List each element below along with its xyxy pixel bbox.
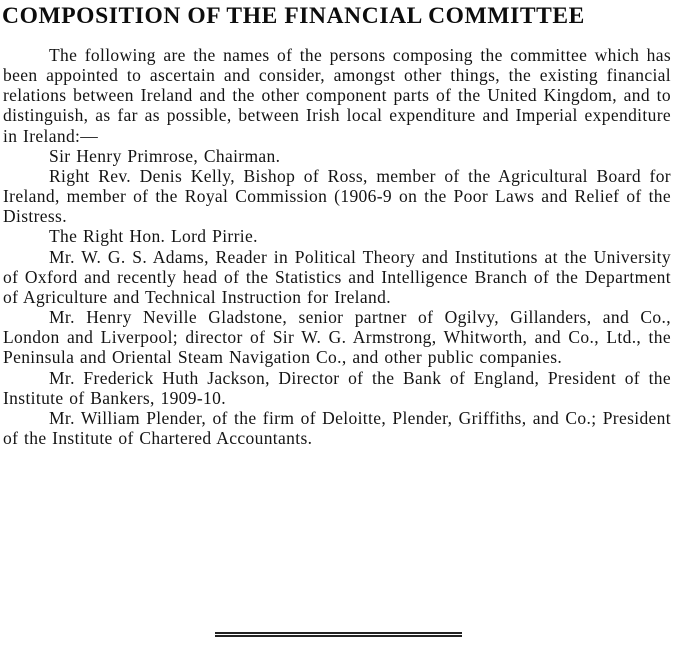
member-chairman: Sir Henry Primrose, Chairman. [49, 145, 281, 166]
closing-rule [215, 632, 462, 637]
article-body [3, 45, 671, 448]
member-pirrie: The Right Hon. Lord Pirrie. [49, 226, 258, 247]
member-plender: Mr. William Plender, of the firm of Deloitte, Plender, Griffiths, and Co.; President of the Institute of Chartered Accountants. [3, 407, 671, 448]
member-jackson: Mr. Frederick Huth Jackson, Director of the Bank of England, President of the Institute of Bankers, 1909-10. [3, 367, 671, 408]
member-kelly: Right Rev. Denis Kelly, Bishop of Ross, member of the Agricultural Board for Ireland, member of the Royal Commission (1906-9 on the Poor Laws and Relief of the Distress. [3, 165, 671, 227]
member-adams: Mr. W. G. S. Adams, Reader in Political Theory and Institutions at the University of Oxford and recently head of the Statistics and Intelligence Branch of the Department of Agriculture and Technical Instruction for Ireland. [3, 246, 671, 307]
intro-paragraph: The following are the names of the persons composing the committee which has been appointed to ascertain and consider, amongst other things, the existing financial relations between Ireland and the other component parts of the United Kingdom, and to distinguish, as far as possible, between Irish local expenditure and Imperial expenditure in Ireland:— [3, 45, 671, 146]
member-gladstone: Mr. Henry Neville Gladstone, senior partner of Ogilvy, Gillanders, and Co., London and Liverpool; director of Sir W. G. Armstrong, Whitworth, and Co., Ltd., the Peninsula and Oriental Steam Navigation Co., and other public companies. [3, 307, 671, 368]
article-headline: COMPOSITION OF THE FINANCIAL COMMITTEE [2, 3, 585, 29]
